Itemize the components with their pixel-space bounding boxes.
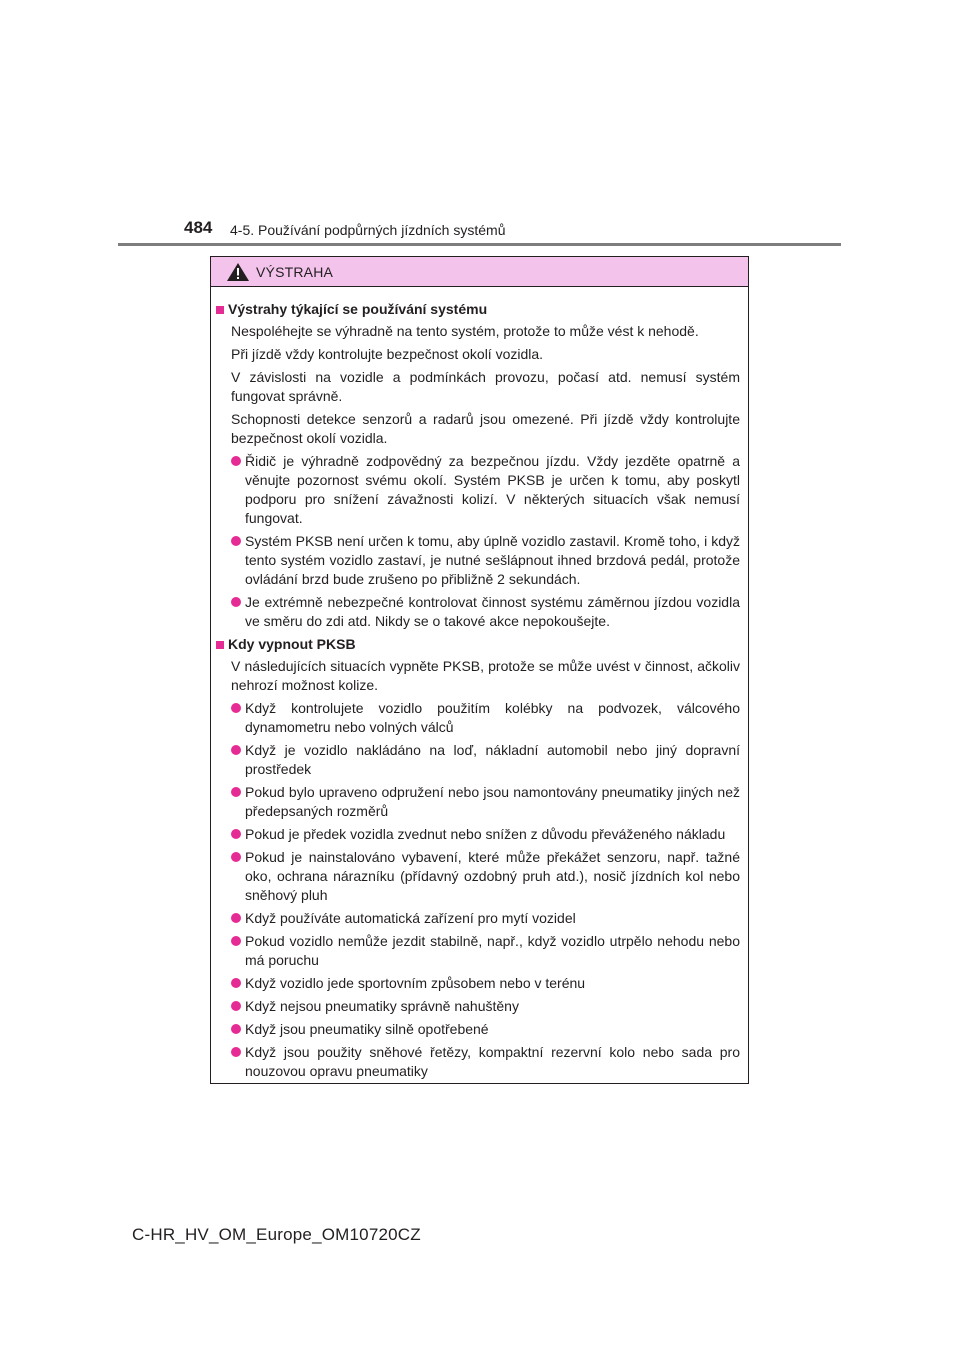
- circle-bullet-icon: [231, 703, 241, 713]
- page-number: 484: [184, 218, 213, 237]
- list-item: [216, 909, 740, 928]
- list-item-text: Pokud je nainstalováno vybavení, které může překážet senzoru, např. tažné oko, ochrana nárazníku (přídavný ozdobný pruh atd.), nosič jízdních kol nebo sněhový pluh: [245, 849, 740, 903]
- warning-box: [210, 256, 749, 1084]
- paragraph: Schopnosti detekce senzorů a radarů jsou omezené. Při jízdě vždy kontrolujte bezpečnost okolí vozidla.: [231, 411, 740, 446]
- list-item: [216, 848, 740, 905]
- square-bullet-icon: [216, 306, 224, 314]
- list-item-text: Pokud vozidlo nemůže jezdit stabilně, např., když vozidlo utrpělo nehodu nebo má poruchu: [245, 933, 740, 968]
- list-item-text: Když kontrolujete vozidlo použitím kolébky na podvozek, válcového dynamometru nebo volných válců: [245, 700, 740, 735]
- warning-triangle-icon: [226, 262, 250, 282]
- section-heading: [216, 635, 740, 654]
- circle-bullet-icon: [231, 597, 241, 607]
- circle-bullet-icon: [231, 829, 241, 839]
- circle-bullet-icon: [231, 936, 241, 946]
- circle-bullet-icon: [231, 852, 241, 862]
- list-item-text: Když vozidlo jede sportovním způsobem nebo v terénu: [245, 975, 586, 991]
- list-item: [216, 932, 740, 970]
- list-item-text: Když používáte automatická zařízení pro mytí vozidel: [245, 910, 576, 926]
- circle-bullet-icon: [231, 1001, 241, 1011]
- list-item-text: Když jsou použity sněhové řetězy, kompaktní rezervní kolo nebo sada pro nouzovou opravu pneumatiky: [245, 1044, 740, 1079]
- circle-bullet-icon: [231, 913, 241, 923]
- circle-bullet-icon: [231, 787, 241, 797]
- list-item-text: Když jsou pneumatiky silně opotřebené: [245, 1021, 489, 1037]
- paragraph: Při jízdě vždy kontrolujte bezpečnost okolí vozidla.: [231, 346, 544, 362]
- list-item-text: Systém PKSB není určen k tomu, aby úplně vozidlo zastavil. Kromě toho, i když tento systém vozidlo zastaví, je nutné sešlápnout ihned brzdová pedál, protože ovládání brzd bude zrušeno po přibližně 2 sekundách.: [245, 533, 740, 587]
- circle-bullet-icon: [231, 978, 241, 988]
- list-item-text: Pokud bylo upraveno odpružení nebo jsou namontovány pneumatiky jiných než předepsaných rozměrů: [245, 784, 740, 819]
- list-item-text: Řidič je výhradně zodpovědný za bezpečnou jízdu. Vždy jezděte opatrně a věnujte pozornost svému okolí. Systém PKSB je určen k tomu, aby poskytl podporu pro snížení závažnosti kolizí. V některých situacích však nemusí fungovat.: [245, 453, 740, 526]
- list-item: [216, 825, 740, 844]
- list-item: [216, 593, 740, 631]
- paragraph: V závislosti na vozidle a podmínkách provozu, počasí atd. nemusí systém fungovat správně.: [231, 369, 740, 404]
- section-title: 4-5. Používání podpůrných jízdních systémů: [230, 222, 506, 238]
- list-item-text: Když nejsou pneumatiky správně nahuštěny: [245, 998, 519, 1014]
- circle-bullet-icon: [231, 745, 241, 755]
- paragraph: Nespoléhejte se výhradně na tento systém, protože to může vést k nehodě.: [231, 323, 699, 339]
- list-item: [216, 1020, 740, 1039]
- header-rule: [118, 243, 841, 246]
- list-item: [216, 1043, 740, 1081]
- warning-header: [211, 257, 748, 287]
- list-item: [216, 741, 740, 779]
- square-bullet-icon: [216, 641, 224, 649]
- section-heading-text: Kdy vypnout PKSB: [228, 636, 356, 652]
- list-item: [216, 699, 740, 737]
- list-item: [216, 974, 740, 993]
- circle-bullet-icon: [231, 1047, 241, 1057]
- paragraph: V následujících situacích vypněte PKSB, protože se může uvést v činnost, ačkoliv nehrozí možnost kolize.: [231, 658, 740, 693]
- document-code: C-HR_HV_OM_Europe_OM10720CZ: [132, 1225, 421, 1244]
- circle-bullet-icon: [231, 1024, 241, 1034]
- circle-bullet-icon: [231, 456, 241, 466]
- circle-bullet-icon: [231, 536, 241, 546]
- warning-content: [211, 287, 748, 1081]
- list-item: [216, 452, 740, 528]
- list-item: [216, 997, 740, 1016]
- warning-label: VÝSTRAHA: [256, 263, 334, 280]
- list-item: [216, 783, 740, 821]
- section-heading-text: Výstrahy týkající se používání systému: [228, 301, 488, 317]
- list-item-text: Je extrémně nebezpečné kontrolovat činnost systému záměrnou jízdou vozidla ve směru do zdi atd. Nikdy se o takové akce nepokoušejte.: [245, 594, 740, 629]
- section-heading: [216, 300, 740, 319]
- list-item: [216, 532, 740, 589]
- list-item-text: Když je vozidlo nakládáno na loď, nákladní automobil nebo jiný dopravní prostředek: [245, 742, 740, 777]
- list-item-text: Pokud je předek vozidla zvednut nebo snížen z důvodu převáženého nákladu: [245, 826, 726, 842]
